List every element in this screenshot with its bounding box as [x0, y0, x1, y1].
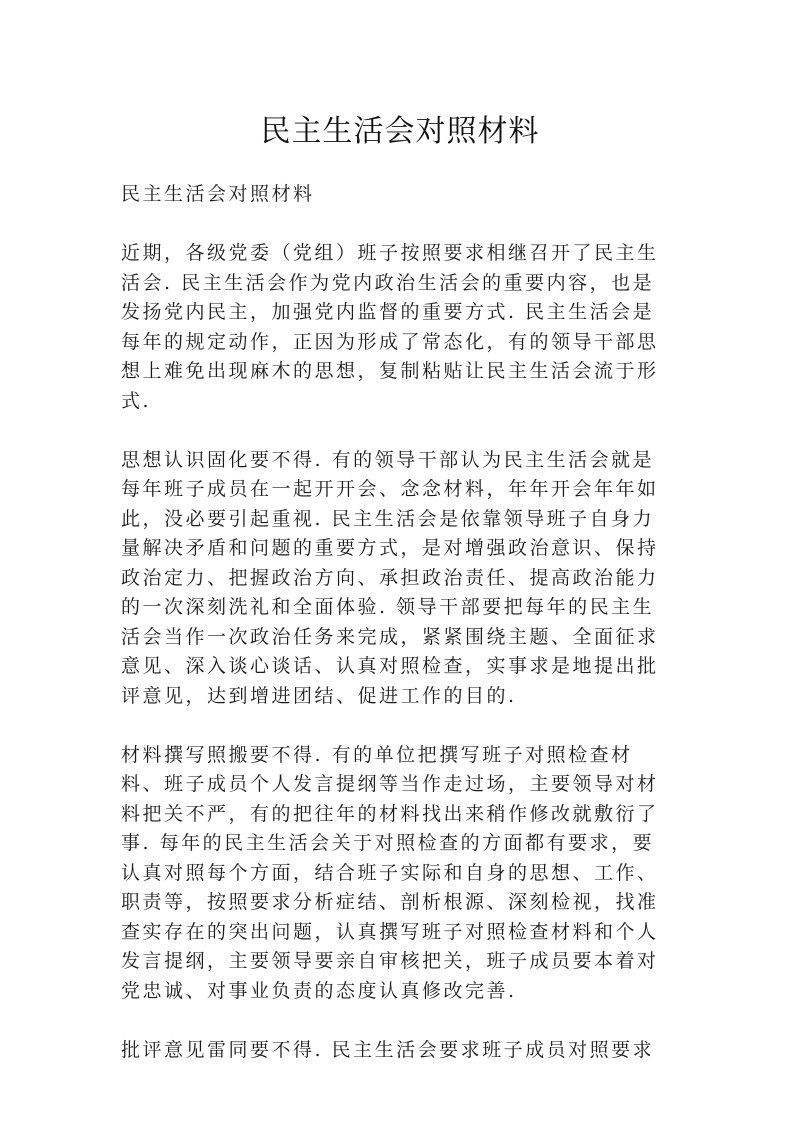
text-line: 的一次深刻洗礼和全面体验. 领导干部要把每年的民主生 [121, 596, 655, 618]
document-title: 民主生活会对照材料 [260, 114, 540, 149]
text-line: 此，没必要引起重视. 民主生活会是依靠领导班子自身力 [121, 507, 655, 530]
text-line: 政治定力、把握政治方向、承担政治责任、提高政治能力 [121, 566, 659, 589]
text-line: 每年班子成员在一起开开会、念念材料，年年开会年年如 [121, 478, 659, 500]
text-line: 查实存在的突出问题，认真撰写班子对照检查材料和个人 [121, 920, 659, 943]
text-line: 料把关不严，有的把往年的材料找出来稍作修改就敷衍了 [121, 802, 659, 825]
text-line: 思想认识固化要不得. 有的领导干部认为民主生活会就是 [121, 448, 655, 471]
text-line: 近期，各级党委（党组）班子按照要求相继召开了民主生 [121, 242, 659, 264]
text-line: 民主生活会对照材料 [121, 183, 315, 205]
paragraph-subtitle [121, 180, 669, 210]
paragraph-4 [121, 1036, 669, 1066]
text-line: 想上难免出现麻木的思想，复制粘贴让民主生活会流于形 [121, 360, 659, 382]
text-line: 每年的规定动作，正因为形成了常态化，有的领导干部思 [121, 330, 659, 353]
text-line: 评意见，达到增进团结、促进工作的目的. [121, 684, 517, 707]
text-line: 事. 每年的民主生活会关于对照检查的方面都有要求，要 [121, 832, 655, 854]
text-line: 意见、深入谈心谈话、认真对照检查，实事求是地提出批 [121, 655, 659, 677]
text-line: 量解决矛盾和问题的重要方式，是对增强政治意识、保持 [121, 537, 659, 559]
text-line: 式. [121, 389, 152, 412]
text-line: 发言提纲，主要领导要亲自审核把关，班子成员要本着对 [121, 950, 659, 972]
paragraph-2 [121, 446, 669, 712]
text-line: 认真对照每个方面，结合班子实际和自身的思想、工作、 [121, 861, 659, 884]
text-line: 职责等，按照要求分析症结、剖析根源、深刻检视，找准 [121, 891, 659, 913]
text-line: 活会. 民主生活会作为党内政治生活会的重要内容，也是 [121, 271, 655, 294]
paragraph-3 [121, 741, 669, 1007]
paragraph-1 [121, 239, 669, 416]
text-line: 活会当作一次政治任务来完成，紧紧围绕主题、全面征求 [121, 625, 659, 648]
text-line: 发扬党内民主，加强党内监督的重要方式. 民主生活会是 [121, 301, 655, 323]
document-body [121, 180, 669, 1095]
text-line: 料、班子成员个人发言提纲等当作走过场，主要领导对材 [121, 773, 659, 795]
text-line: 批评意见雷同要不得. 民主生活会要求班子成员对照要求 [121, 1038, 655, 1061]
text-line: 材料撰写照搬要不得. 有的单位把撰写班子对照检查材 [121, 743, 633, 766]
text-line: 党忠诚、对事业负责的态度认真修改完善. [121, 979, 517, 1002]
